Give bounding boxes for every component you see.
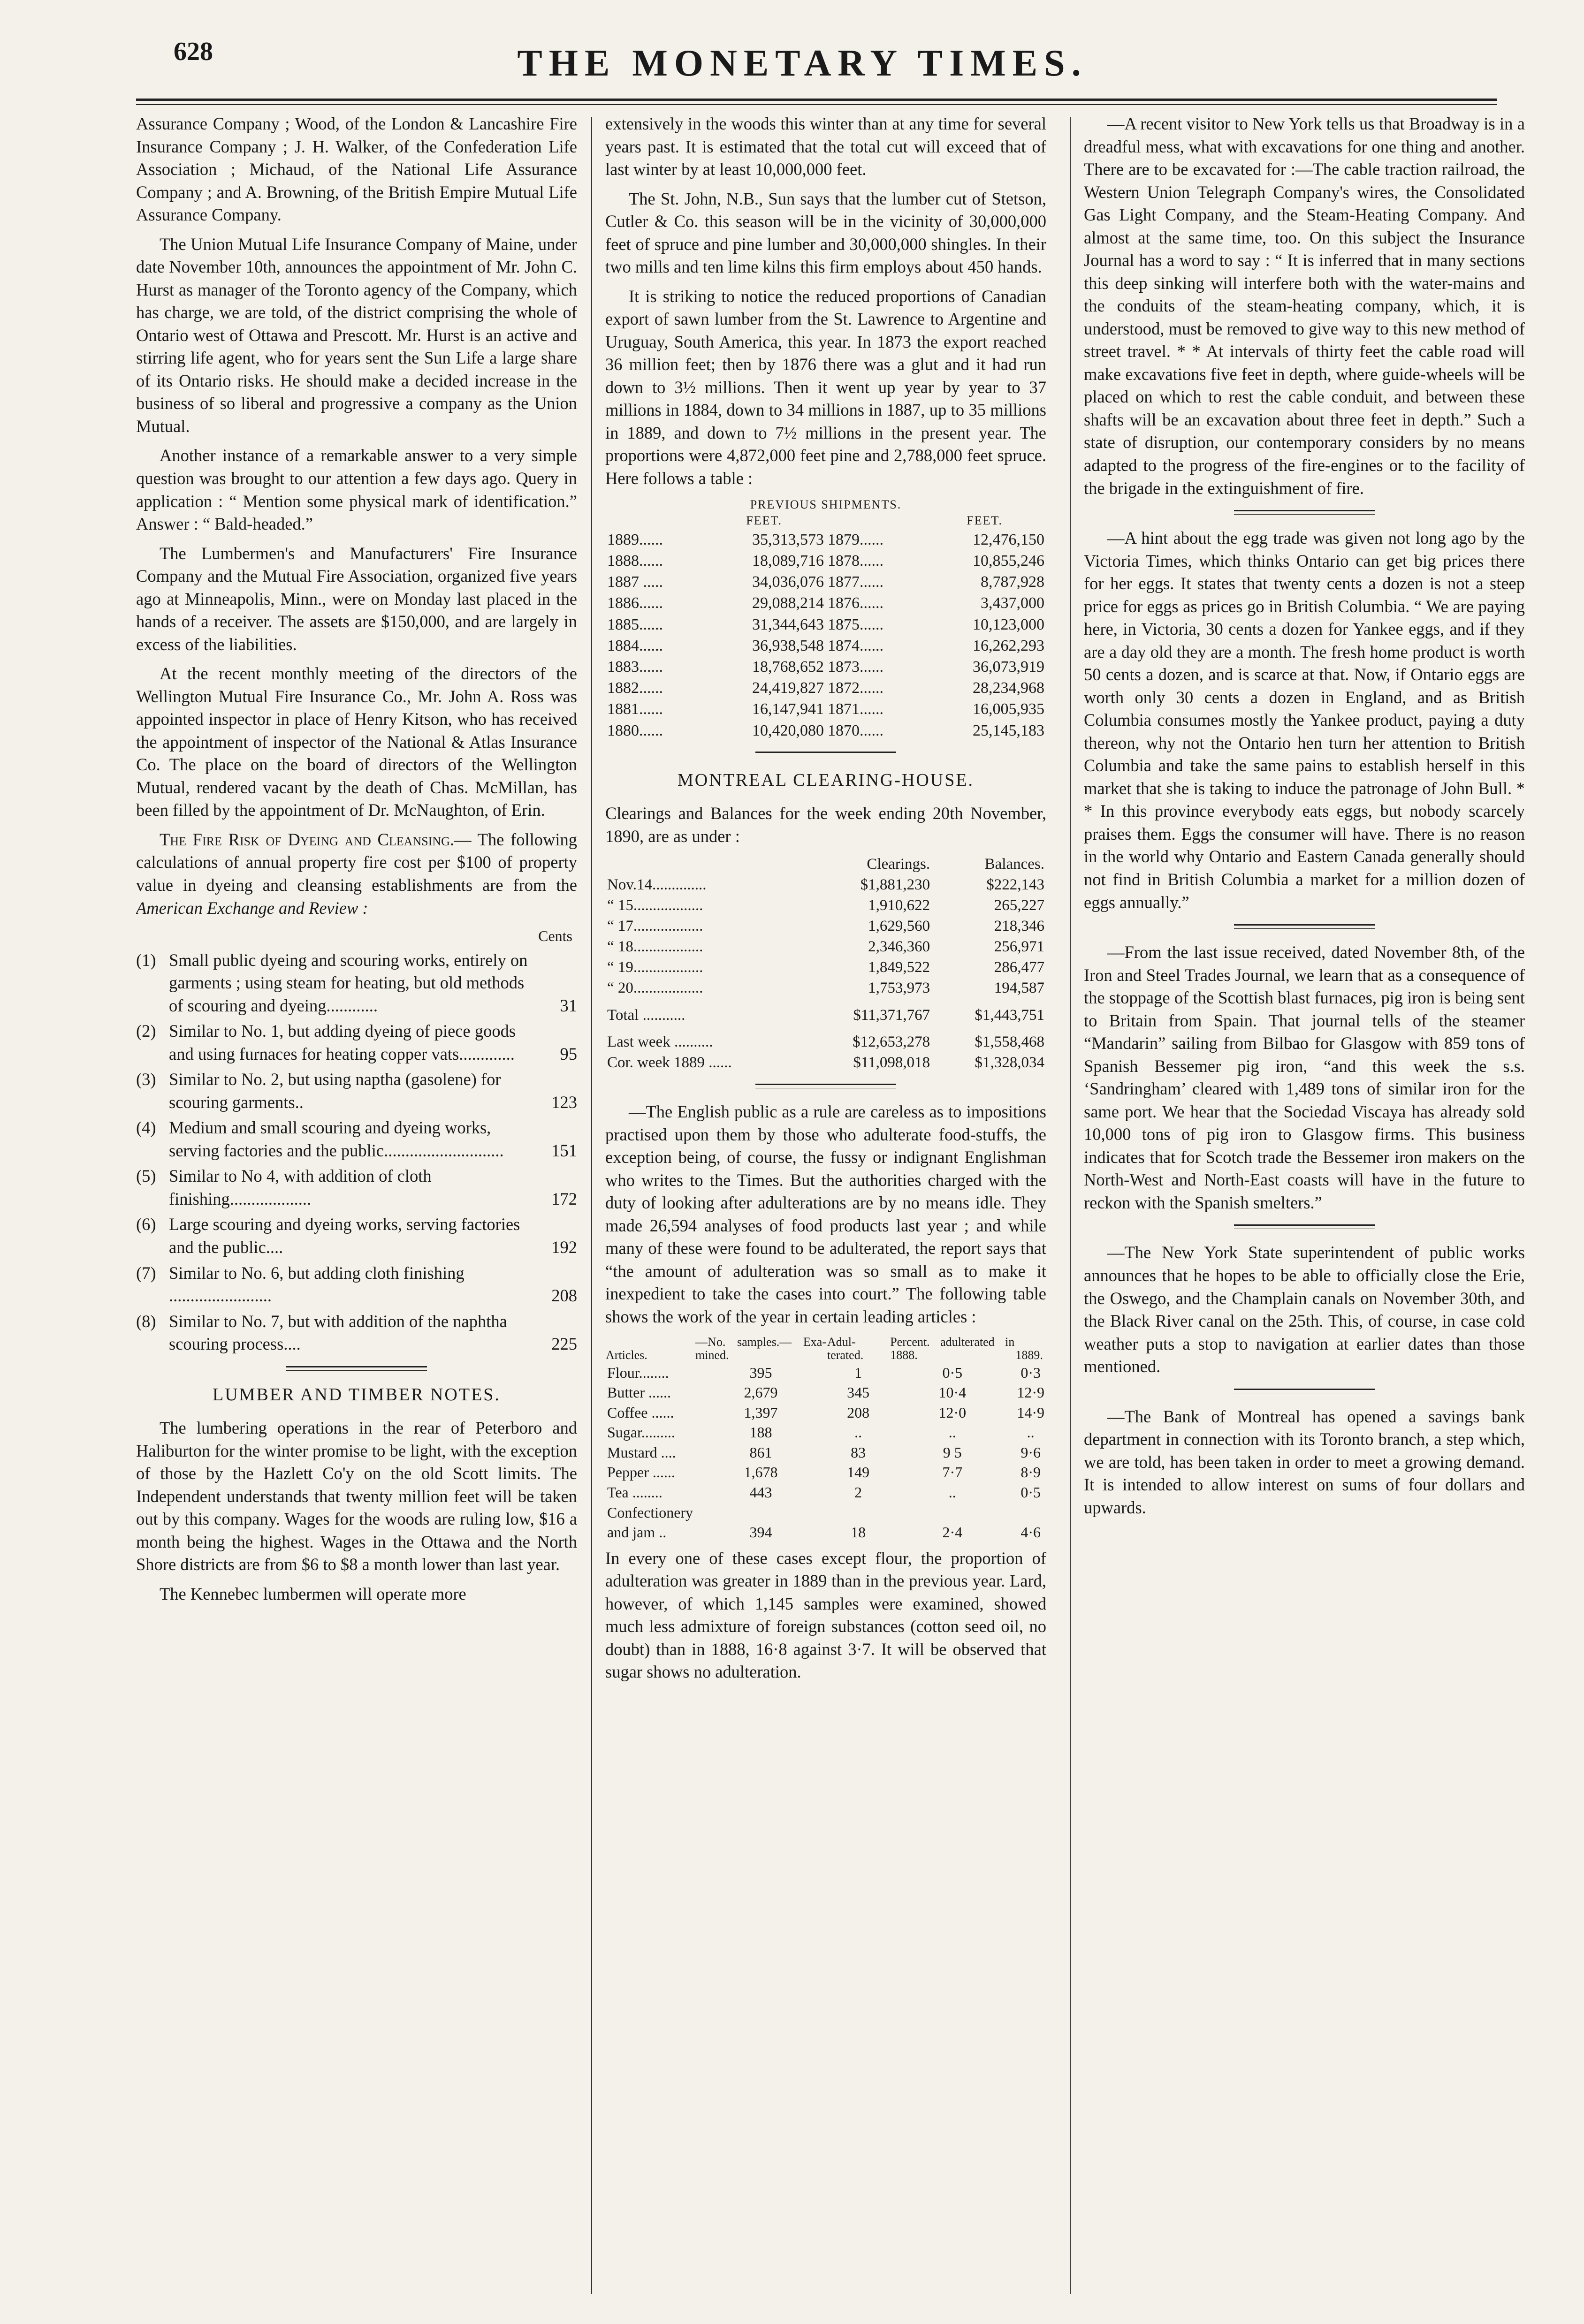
table-cell: 1877...... (827, 573, 883, 591)
table-cell: 2 (854, 1483, 862, 1501)
table-cell: 24,419,827 (752, 679, 824, 697)
table-cell: Coffee ...... (607, 1404, 674, 1421)
paragraph: The Kennebec lumbermen will operate more (160, 1584, 466, 1603)
table-cell: $11,371,767 (853, 1006, 930, 1024)
table-cell: 1873...... (827, 658, 883, 676)
section-separator (1234, 1224, 1375, 1229)
newspaper-page (108, 28, 1525, 2308)
table-cell: 1885...... (607, 615, 663, 633)
table-cell: Nov.14.............. (607, 876, 707, 894)
table-cell: 1,849,522 (868, 958, 930, 976)
table-cell: 25,145,183 (973, 722, 1044, 739)
header-rule-thin (136, 104, 1497, 105)
table-row (605, 1422, 1046, 1443)
table-cell: 1889...... (607, 531, 663, 548)
table-cell (695, 1503, 827, 1523)
paragraph: —The English public as a rule are careless as to impositions practised upon them by those who adulterate food-stuffs, the exception being, of course, the fussy or indignant Englishman who writes to the Times. But the authorities charged with the duty of looking after adulterations are by no means idle. They made 26,594 analyses of food products last year ; and while many of these were found to be adulterated, the report says that “the amount of adulteration was so small as to make it inexpedient to take the cases into court.” The following table shows the work of the year in certain leading articles : (605, 1102, 1046, 1326)
column-header: Percent. adulterated in 1888. (890, 1335, 1015, 1362)
table-cell: 1870...... (827, 722, 883, 739)
table-cell (890, 1503, 1015, 1523)
column-2 (605, 113, 1046, 2308)
section-separator (755, 752, 896, 756)
item-text: Small public dyeing and scouring works, entirely on garments ; using steam for heating, but old methods of scouring and dyeing............ (169, 950, 528, 1015)
table-cell: 1882...... (607, 679, 663, 697)
table-cell: Pepper ...... (607, 1464, 675, 1481)
table-cell: 83 (851, 1443, 866, 1461)
paragraph: —The New York State superintendent of public works announces that he hopes to be able to officially close the Erie, the Oswego, and the Champlain canals on November 30th, and the Black River canal on the 25th. This, of course, in case cold weather puts a stop to navigation at earlier dates than those mentioned. (1084, 1243, 1525, 1376)
table-cell: 12·9 (1017, 1384, 1044, 1401)
item-text: Medium and small scouring and dyeing works, serving factories and the public............................ (169, 1118, 504, 1160)
table-cell: $1,558,468 (975, 1033, 1044, 1051)
table-cell: 4·6 (1020, 1524, 1041, 1541)
item-text: Large scouring and dyeing works, serving factories and the public.... (169, 1215, 520, 1257)
table-cell: $1,881,230 (860, 876, 930, 894)
item-text: Similar to No. 6, but adding cloth finishing ........................ (169, 1263, 465, 1306)
list-item (136, 1310, 577, 1356)
table-row (605, 937, 1046, 957)
column-header: Clearings. (867, 856, 930, 873)
list-item (136, 1116, 577, 1162)
table-cell: Tea ........ (607, 1483, 663, 1501)
section-separator (755, 1084, 896, 1088)
table-row (605, 720, 1046, 741)
table-row (605, 1522, 1046, 1542)
table-cell: 0·5 (1020, 1483, 1041, 1501)
table-cell: Cor. week 1889 ...... (607, 1054, 732, 1071)
header-rule (136, 99, 1497, 101)
paragraph: —A recent visitor to New York tells us that Broadway is in a dreadful mess, what with excavations for one thing and another. There are to be excavated for :—The cable traction railroad, the Western Union Telegraph Company's wires, the Consolidated Gas Light Company, and the Steam-Heating Company. And almost at the same time, too. On this subject the Insurance Journal has a word to say : “ It is inferred that in many sections this deep sinking will interfere both with the water-mains and the conduits of the steam-heating company, which, it is understood, must be removed to give way to this new method of street travel. * * At intervals of thirty feet the cable road will make excavations five feet in depth, where guide-wheels will be placed on which to rest the cable conduit, and between these shafts will be an excavation about three feet in depth.” Such a state of disruption, our contemporary considers by no means adapted to the progress of the fire-engines or to the facility of the brigade in the extinguishment of fire. (1084, 114, 1525, 498)
table-cell: 265,227 (994, 897, 1044, 914)
paragraph: Assurance Company ; Wood, of the London & Lancashire Fire Insurance Company ; J. H. Walker, of the Confederation Life Association ; Michaud, of the National Life Assurance Company ; and A. Browning, of the British Empire Mutual Life Assurance Company. (136, 114, 577, 225)
table-cell: 14·9 (1017, 1404, 1044, 1421)
table-cell: 1,910,622 (868, 897, 930, 914)
table-cell: $1,443,751 (975, 1006, 1044, 1024)
column-header: Articles. (606, 1348, 647, 1362)
table-row (605, 614, 1046, 635)
table-cell: and jam .. (607, 1524, 667, 1541)
table-cell: 1884...... (607, 637, 663, 654)
table-cell: 256,971 (994, 938, 1044, 955)
section-separator (1234, 1389, 1375, 1393)
table-cell: 10,855,246 (973, 552, 1044, 570)
item-value: 172 (551, 1189, 577, 1208)
table-cell: 9 5 (943, 1443, 962, 1461)
table-cell: $222,143 (986, 876, 1044, 894)
table-cell: 218,346 (994, 918, 1044, 935)
columns (136, 113, 1525, 2308)
list-item (136, 1165, 577, 1210)
table-cell: 1874...... (827, 637, 883, 654)
table-row (605, 1363, 1046, 1383)
table-row (605, 635, 1046, 656)
table-cell: 34,036,076 (752, 573, 824, 591)
table-row (605, 1443, 1046, 1463)
table-cell: .. (854, 1424, 862, 1441)
unit-label: FEET. (967, 514, 1003, 528)
paragraph (136, 828, 577, 919)
paragraph: It is striking to notice the reduced proportions of Canadian export of sawn lumber from the St. Lawrence to Argentine and Uruguay, South America, this year. In 1873 the export reached 36 million feet; then by 1876 there was a glut and it had run down to 3½ millions. Then it went up year by year to 37 millions in 1884, down to 34 millions in 1887, up to 35 millions in 1889, and down to 7½ millions in the present year. The proportions were 4,872,000 feet pine and 2,788,000 feet spruce. Here follows a table : (605, 286, 1046, 488)
table-cell: Confectionery (607, 1504, 693, 1521)
table-cell: 7·7 (942, 1464, 963, 1481)
table-cell: $1,328,034 (975, 1054, 1044, 1071)
table-cell: 1871...... (827, 700, 883, 718)
table-cell: 10,123,000 (973, 615, 1044, 633)
list-item (136, 949, 577, 1018)
paragraph: —A hint about the egg trade was given not long ago by the Victoria Times, which thinks Ontario can get big prices there for her eggs. It states that twenty cents a dozen is not a steep price for eggs as prices go in British Columbia. “ We are paying here, in Victoria, 30 cents a dozen for Yankee eggs, and if they are a day old they are a month. The fresh home product is worth 50 cents a dozen, and is scarce at that. Now, if Ontario eggs are worth only 30 cents a dozen in England, and as British Columbia consumes mostly the Yankee product, paying a duty thereon, why not the Ontario hen turn her attention to British Columbia and take the same pains to establish herself in this market that she is taking to induce the patronage of John Bull. * * In this province everybody eats eggs, but nobody scarcely praises them. Eggs the consumer will have. There is no reason in the world why Ontario and Eastern Canada generally should not find in British Columbia a market for a million dozen of eggs annually.” (1084, 528, 1525, 912)
list-item (136, 1020, 577, 1065)
table-row (605, 1403, 1046, 1423)
table-cell: 36,073,919 (973, 658, 1044, 676)
table-cell: 36,938,548 (752, 637, 824, 654)
table-cell: 29,088,214 (752, 594, 824, 612)
table-cell: 10,420,080 (752, 722, 824, 739)
table-row (605, 875, 1046, 896)
item-number: (8) (136, 1311, 156, 1331)
item-text: Similar to No. 7, but with addition of the naphtha scouring process.... (169, 1311, 507, 1354)
column-divider (591, 117, 592, 2294)
section-separator (1234, 510, 1375, 515)
table-row (605, 529, 1046, 550)
section-separator (286, 1366, 427, 1371)
table-cell: 394 (749, 1524, 772, 1541)
table-cell: 1886...... (607, 594, 663, 612)
item-number: (6) (136, 1215, 156, 1234)
table-cell: 18,768,652 (752, 658, 824, 676)
table-cell (827, 1503, 890, 1523)
paragraph: The lumbering operations in the rear of Peterboro and Haliburton for the winter promise to be light, with the exception of those by the Hazlett Co'y on the old Scott limits. The Independent understands that twenty million feet will be taken out by this company. Wages for the woods are ruling low, $16 a month being the highest. Wages in the Ottawa and the North Shore districts are from $6 to $8 a month lower than last year. (136, 1418, 577, 1574)
column-header: Balances. (984, 856, 1044, 873)
table-cell: Total ........... (607, 1006, 685, 1024)
table-row (605, 1482, 1046, 1503)
table-cell: 31,344,643 (752, 615, 824, 633)
table-cell: 149 (847, 1464, 870, 1481)
shipments-table (605, 497, 1046, 741)
item-text: Similar to No 4, with addition of cloth finishing................... (169, 1166, 432, 1208)
table-row (605, 656, 1046, 677)
page-number: 628 (174, 37, 213, 66)
masthead-title: THE MONETARY TIMES. (517, 43, 1088, 84)
table-cell: 1887 ..... (607, 573, 663, 591)
list-item (136, 1068, 577, 1114)
table-cell: 188 (749, 1424, 772, 1441)
table-cell: .. (948, 1483, 956, 1501)
run-in-heading: The Fire Risk of Dyeing and Cleansing.— (160, 829, 472, 849)
table-cell: 12·0 (938, 1404, 967, 1421)
table-cell: Sugar......... (607, 1424, 675, 1441)
table-cell: 8·9 (1020, 1464, 1041, 1481)
table-cell: 1881...... (607, 700, 663, 718)
list-item (136, 1262, 577, 1307)
table-row (605, 550, 1046, 571)
table-cell: 8,787,928 (981, 573, 1044, 591)
table-cell: “ 20.................. (607, 979, 703, 996)
item-text: Similar to No. 1, but adding dyeing of piece goods and using furnaces for heating copper vats............. (169, 1021, 516, 1063)
fire-risk-list (136, 949, 577, 1356)
table-cell: 2,679 (744, 1384, 778, 1401)
table-row (605, 916, 1046, 937)
item-value: 208 (551, 1286, 577, 1306)
item-value: 31 (560, 995, 577, 1015)
paragraph: extensively in the woods this winter than at any time for several years past. It is estimated that the total cut will exceed that of last winter by at least 10,000,000 feet. (605, 114, 1046, 179)
paragraph: —From the last issue received, dated November 8th, of the Iron and Steel Trades Journal, we learn that as a consequence of the stoppage of the Scottish blast furnaces, pig iron is being sent to Britain from Spain. That journal tells of the steamer “Mandarin” sailing from Bilbao for Glasgow with 859 tons of Spanish Bessemer pig iron, “and this week the s.s. ‘Sandringham’ cleared with 1,489 tons of similar iron for the same port. We hear that the Sociedad Viscaya has already sold 10,000 tons of pig iron to Glasgow firms. This business indicates that for Scotch trade the Bessemer iron makers on the North-West and North-East coasts will have in the future to reckon with the Spanish smelters.” (1084, 942, 1525, 1212)
item-number: (1) (136, 950, 156, 970)
table-cell: 1883...... (607, 658, 663, 676)
table-cell: 10·4 (938, 1384, 967, 1401)
table-cell: 1,629,560 (868, 918, 930, 935)
table-cell: Butter ...... (607, 1384, 671, 1401)
table-cell: .. (948, 1424, 956, 1441)
table-cell: 1875...... (827, 615, 883, 633)
column-3 (1084, 113, 1525, 2308)
column-header: —No. samples.— Exa- mined. (695, 1335, 826, 1362)
section-heading: LUMBER AND TIMBER NOTES. (213, 1384, 501, 1405)
table-row (605, 1053, 1046, 1073)
table-cell: 286,477 (994, 958, 1044, 976)
paragraph: At the recent monthly meeting of the directors of the Wellington Mutual Fire Insurance Co., Mr. John A. Ross was appointed inspector in place of Henry Kitson, who has received the appointment of inspector of the National & Atlas Insurance Co. The place on the board of directors of the Wellington Mutual, rendered vacant by the death of Chas. McMillan, has been filled by the appointment of Dr. McNaughton, of Erin. (136, 664, 577, 820)
table-cell: 1888...... (607, 552, 663, 570)
item-value: 225 (551, 1334, 577, 1354)
item-text: Similar to No. 2, but using naptha (gasolene) for scouring garments.. (169, 1070, 501, 1112)
table-cell: Mustard .... (607, 1443, 676, 1461)
table-cell: Flour........ (607, 1364, 669, 1381)
table-row (605, 978, 1046, 999)
paragraph: Another instance of a remarkable answer to a very simple question was brought to our attention a few days ago. Query in application : “ Mention some physical mark of identification.” Answer : “ Bald-headed.” (136, 446, 577, 534)
table-cell: 443 (749, 1483, 772, 1501)
table-cell: 16,262,293 (973, 637, 1044, 654)
table-row (605, 1025, 1046, 1053)
table-cell: 1879...... (827, 531, 883, 548)
table-cell: “ 15.................. (607, 897, 703, 914)
table-cell: 16,147,941 (752, 700, 824, 718)
table-cell: 0·3 (1020, 1364, 1041, 1381)
table-cell: 12,476,150 (973, 531, 1044, 548)
cents-label: Cents (538, 927, 572, 945)
table-row (605, 699, 1046, 720)
adulteration-table (605, 1335, 1046, 1542)
paragraph: Clearings and Balances for the week ending 20th November, 1890, are as under : (605, 804, 1046, 846)
table-cell: .. (1027, 1424, 1035, 1441)
item-value: 151 (551, 1140, 577, 1160)
table-cell: 208 (847, 1404, 870, 1421)
table-cell: Last week .......... (607, 1033, 713, 1051)
table-row (605, 592, 1046, 614)
section-heading: MONTREAL CLEARING-HOUSE. (677, 770, 975, 790)
table-cell: $12,653,278 (853, 1033, 930, 1051)
table-cell: 3,437,000 (981, 594, 1044, 612)
item-value: 95 (560, 1044, 577, 1063)
table-cell: 1872...... (827, 679, 883, 697)
column-header: 1889. (1015, 1348, 1043, 1362)
table-cell: 0·5 (942, 1364, 963, 1381)
list-item (136, 1213, 577, 1259)
page-header (108, 28, 1497, 89)
table-cell: 2,346,360 (868, 938, 930, 955)
table-cell: 18 (851, 1524, 866, 1541)
column-divider (1070, 117, 1071, 2294)
item-value: 123 (551, 1092, 577, 1112)
unit-label: FEET. (746, 514, 782, 528)
item-number: (7) (136, 1263, 156, 1283)
table-cell: 9·6 (1020, 1443, 1041, 1461)
paragraph: The St. John, N.B., Sun says that the lumber cut of Stetson, Cutler & Co. this season will be in the vicinity of 30,000,000 feet of spruce and pine lumber and 30,000,000 shingles. In their two mills and ten lime kilns this firm employs about 450 hands. (605, 189, 1046, 277)
paragraph: The Union Mutual Life Insurance Company of Maine, under date November 10th, announces the appointment of Mr. John C. Hurst as manager of the Toronto agency of the Company, which has charge, we are told, of the district comprising the whole of Ontario west of Ottawa and Prescott. Mr. Hurst is an active and stirring life agent, who for years sent the Sun Life a large share of its Ontario risks. He should make a decided increase in the business of so liberal and progressive a company as the Union Mutual. (136, 234, 577, 436)
item-number: (3) (136, 1070, 156, 1089)
paragraph-text: The following calculations of annual property fire cost per $100 of property value in dyeing and cleansing establishments are from the (136, 829, 577, 895)
table-cell: 1876...... (827, 594, 883, 612)
table-cell: 861 (749, 1443, 772, 1461)
table-caption: PREVIOUS SHIPMENTS. (750, 497, 902, 511)
table-cell: 194,587 (994, 979, 1044, 996)
item-number: (5) (136, 1166, 156, 1186)
table-cell: “ 18.................. (607, 938, 703, 955)
table-cell: 18,089,716 (752, 552, 824, 570)
table-cell: 1880...... (607, 722, 663, 739)
table-cell: 395 (749, 1364, 772, 1381)
table-cell: “ 17.................. (607, 918, 703, 935)
column-1 (136, 113, 577, 2308)
column-header: Adul- terated. (827, 1335, 864, 1362)
item-number: (4) (136, 1118, 156, 1138)
table-cell: 2·4 (942, 1524, 963, 1541)
table-cell: 345 (847, 1384, 870, 1401)
table-row (605, 1503, 1046, 1523)
table-cell: 1,753,973 (868, 979, 930, 996)
table-row (605, 999, 1046, 1026)
table-row (605, 896, 1046, 916)
paragraph: In every one of these cases except flour, the proportion of adulteration was greater in 1889 than in the previous year. Lard, however, of which 1,145 samples were examined, showed much less admixture of foreign substances (cotton seed oil, no doubt) than in 1888, 16·8 against 3·7. It will be observed that sugar shows no adulteration. (605, 1548, 1046, 1682)
table-row (605, 957, 1046, 978)
item-value: 192 (551, 1237, 577, 1257)
table-cell: 1878...... (827, 552, 883, 570)
table-cell (1015, 1503, 1046, 1523)
table-cell: 1,397 (744, 1404, 778, 1421)
table-cell: 1,678 (744, 1464, 778, 1481)
paragraph: —The Bank of Montreal has opened a savings bank department in connection with its Toronto branch, a step which, we are told, has been taken in order to meet a growing demand. It is intended to allow interest on sums of four dollars and upwards. (1084, 1406, 1525, 1517)
table-cell: $11,098,018 (853, 1054, 930, 1071)
table-row (605, 677, 1046, 699)
paragraph: The Lumbermen's and Manufacturers' Fire Insurance Company and the Mutual Fire Association, organized five years ago at Minneapolis, Minn., were on Monday last placed in the hands of a receiver. The assets are $150,000, and are largely in excess of the liabilities. (136, 543, 577, 654)
table-row (605, 1462, 1046, 1482)
table-cell: 35,313,573 (752, 531, 824, 548)
table-cell: “ 19.................. (607, 958, 703, 976)
table-row (605, 571, 1046, 592)
table-cell: 28,234,968 (973, 679, 1044, 697)
table-row (605, 1382, 1046, 1403)
clearing-table (605, 854, 1046, 1073)
source-title: American Exchange and Review : (136, 898, 368, 918)
section-separator (1234, 924, 1375, 929)
table-cell: 16,005,935 (973, 700, 1044, 718)
table-cell: 1 (854, 1364, 862, 1381)
item-number: (2) (136, 1021, 156, 1041)
